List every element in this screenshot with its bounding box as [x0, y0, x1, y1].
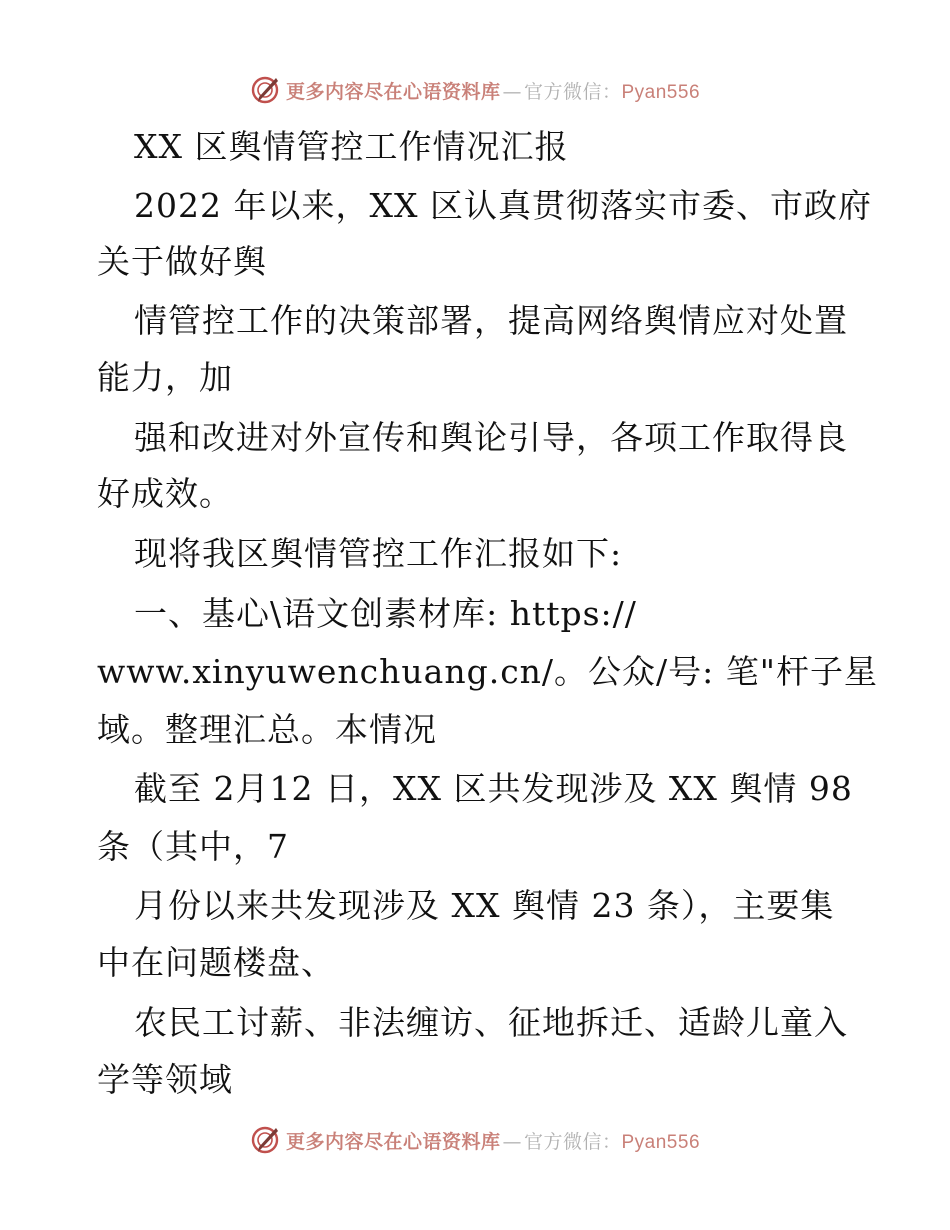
paragraph-line: 截至 2月12 日，XX 区共发现涉及 XX 舆情 98: [134, 769, 853, 808]
paragraph-line: 月份以来共发现涉及 XX 舆情 23 条），主要集: [134, 886, 835, 925]
paragraph-line: 中在问题楼盘、: [97, 943, 335, 982]
header-banner-title: 更多内容尽在心语资料库: [285, 80, 501, 103]
header-banner-wechat-id: Pyan556: [621, 81, 701, 103]
paragraph-line: 关于做好舆: [97, 242, 267, 281]
document-title: XX 区舆情管控工作情况汇报: [134, 127, 569, 166]
paragraph-line: 强和改进对外宣传和舆论引导，各项工作取得良: [134, 418, 848, 457]
paragraph-line: 好成效。: [97, 474, 233, 513]
paragraph-line: 条（其中，7: [97, 827, 289, 866]
section-heading-line: 一、基心\语文创素材库: https://: [134, 594, 637, 633]
paragraph-line: 学等领域: [97, 1060, 233, 1099]
footer-banner: [0, 1120, 950, 1160]
footer-banner-wechat-id: Pyan556: [621, 1131, 701, 1153]
header-banner-separator: —: [502, 80, 522, 103]
paragraph-line: www.xinyuwenchuang.cn/。公众/号: 笔"杆子星: [97, 652, 878, 691]
footer-banner-wechat-label: 官方微信：: [523, 1130, 622, 1153]
footer-banner-title: 更多内容尽在心语资料库: [285, 1130, 501, 1153]
paragraph-line: 情管控工作的决策部署，提高网络舆情应对处置: [134, 301, 848, 340]
quill-logo-icon: [250, 1125, 280, 1155]
paragraph-line: 现将我区舆情管控工作汇报如下:: [134, 534, 623, 573]
paragraph-line: 2022 年以来，XX 区认真贯彻落实市委、市政府: [134, 186, 872, 225]
header-banner-wechat-label: 官方微信：: [523, 80, 622, 103]
paragraph-line: 能力，加: [97, 358, 233, 397]
quill-logo-icon: [250, 75, 280, 105]
footer-banner-separator: —: [502, 1130, 522, 1153]
paragraph-line: 农民工讨薪、非法缠访、征地拆迁、适龄儿童入: [134, 1003, 848, 1042]
paragraph-line: 域。整理汇总。本情况: [97, 710, 437, 749]
header-banner: [0, 70, 950, 110]
